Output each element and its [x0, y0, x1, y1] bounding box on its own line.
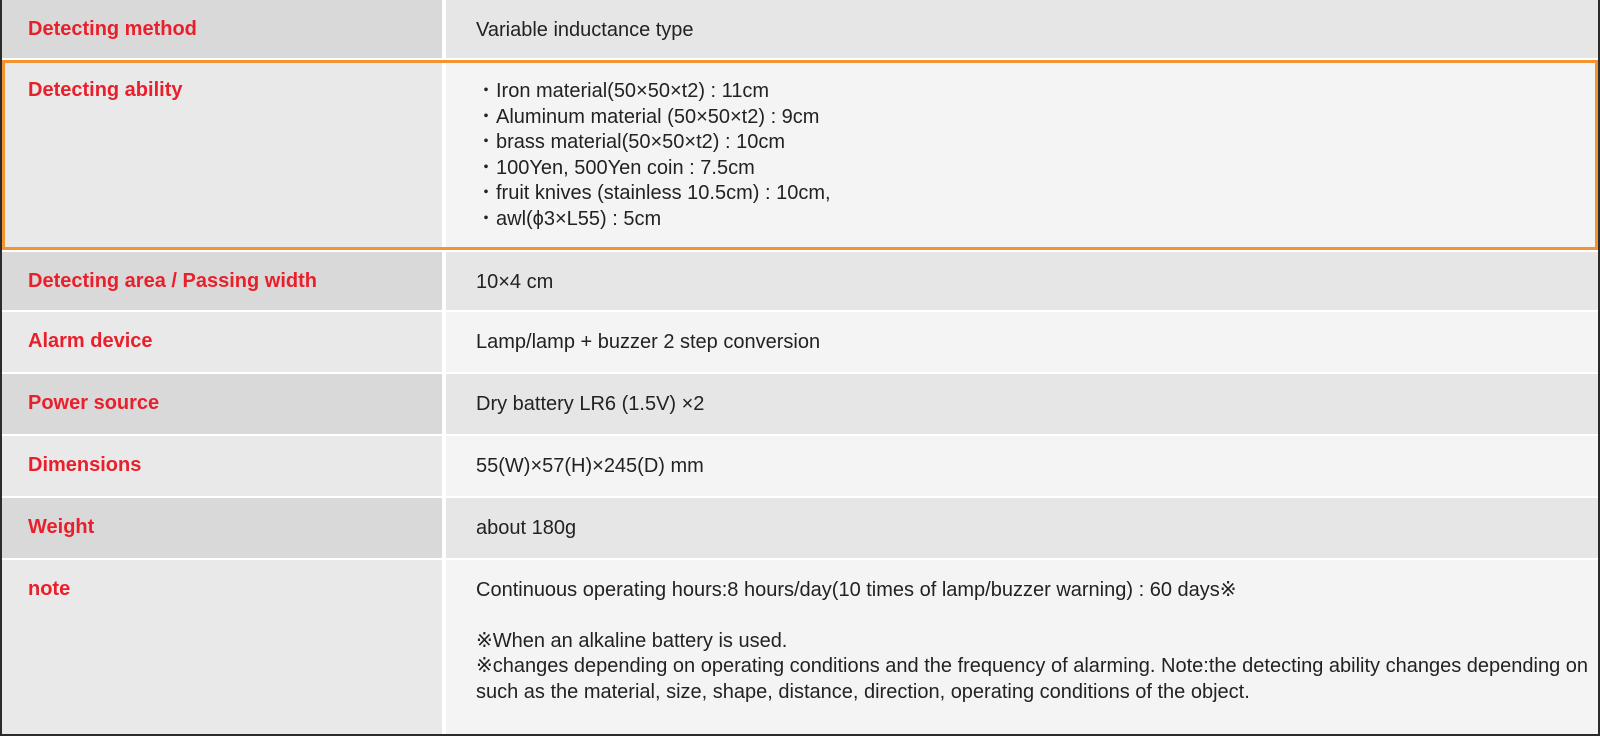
row-detecting-ability: [2, 60, 1598, 250]
row-value: [446, 560, 1598, 734]
row-value: Dry battery LR6 (1.5V) ×2: [446, 374, 1598, 434]
row-dimensions: [2, 436, 1598, 496]
row-value: Variable inductance type: [446, 0, 1598, 58]
row-power-source: [2, 374, 1598, 434]
row-value: about 180g: [446, 498, 1598, 558]
list-item: ・ Aluminum material (50×50×t2) : 9cm: [476, 105, 1598, 131]
row-label: Dimensions: [2, 436, 442, 496]
note-alkaline: ※When an alkaline battery is used.: [476, 629, 788, 652]
row-value: 55(W)×57(H)×245(D) mm: [446, 436, 1598, 496]
row-alarm-device: [2, 312, 1598, 372]
row-value: 10×4 cm: [446, 252, 1598, 310]
row-detecting-method: [2, 0, 1598, 58]
list-item: ・ brass material(50×50×t2) : 10cm: [476, 130, 1598, 156]
row-weight: [2, 498, 1598, 558]
list-item: ・ awl(ϕ3×L55) : 5cm: [476, 207, 1598, 233]
row-label: Detecting ability: [2, 60, 442, 250]
list-item: ・ Iron material(50×50×t2) : 11cm: [476, 79, 1598, 105]
row-label: note: [2, 560, 442, 734]
row-label: Weight: [2, 498, 442, 558]
note-conditions: ※changes depending on operating conditions and the frequency of alarming. Note:the detecting ability changes depending on such as the material, size, shape, distance, direction, operating conditions of the object.: [476, 655, 1588, 703]
row-label: Detecting method: [2, 0, 442, 58]
list-item: ・ fruit knives (stainless 10.5cm) : 10cm,: [476, 181, 1598, 207]
row-value: [446, 60, 1598, 250]
row-label: Power source: [2, 374, 442, 434]
list-item: ・ 100Yen, 500Yen coin : 7.5cm: [476, 156, 1598, 182]
row-value: Lamp/lamp + buzzer 2 step conversion: [446, 312, 1598, 372]
row-detecting-area: [2, 252, 1598, 310]
note-footnote: [476, 629, 1598, 706]
row-note: [2, 560, 1598, 734]
spec-table: [2, 0, 1598, 734]
detecting-ability-list: [476, 79, 1598, 232]
row-label: Alarm device: [2, 312, 442, 372]
row-label: Detecting area / Passing width: [2, 252, 442, 310]
note-operating-hours: Continuous operating hours:8 hours/day(10 times of lamp/buzzer warning) : 60 days※: [476, 579, 1237, 601]
